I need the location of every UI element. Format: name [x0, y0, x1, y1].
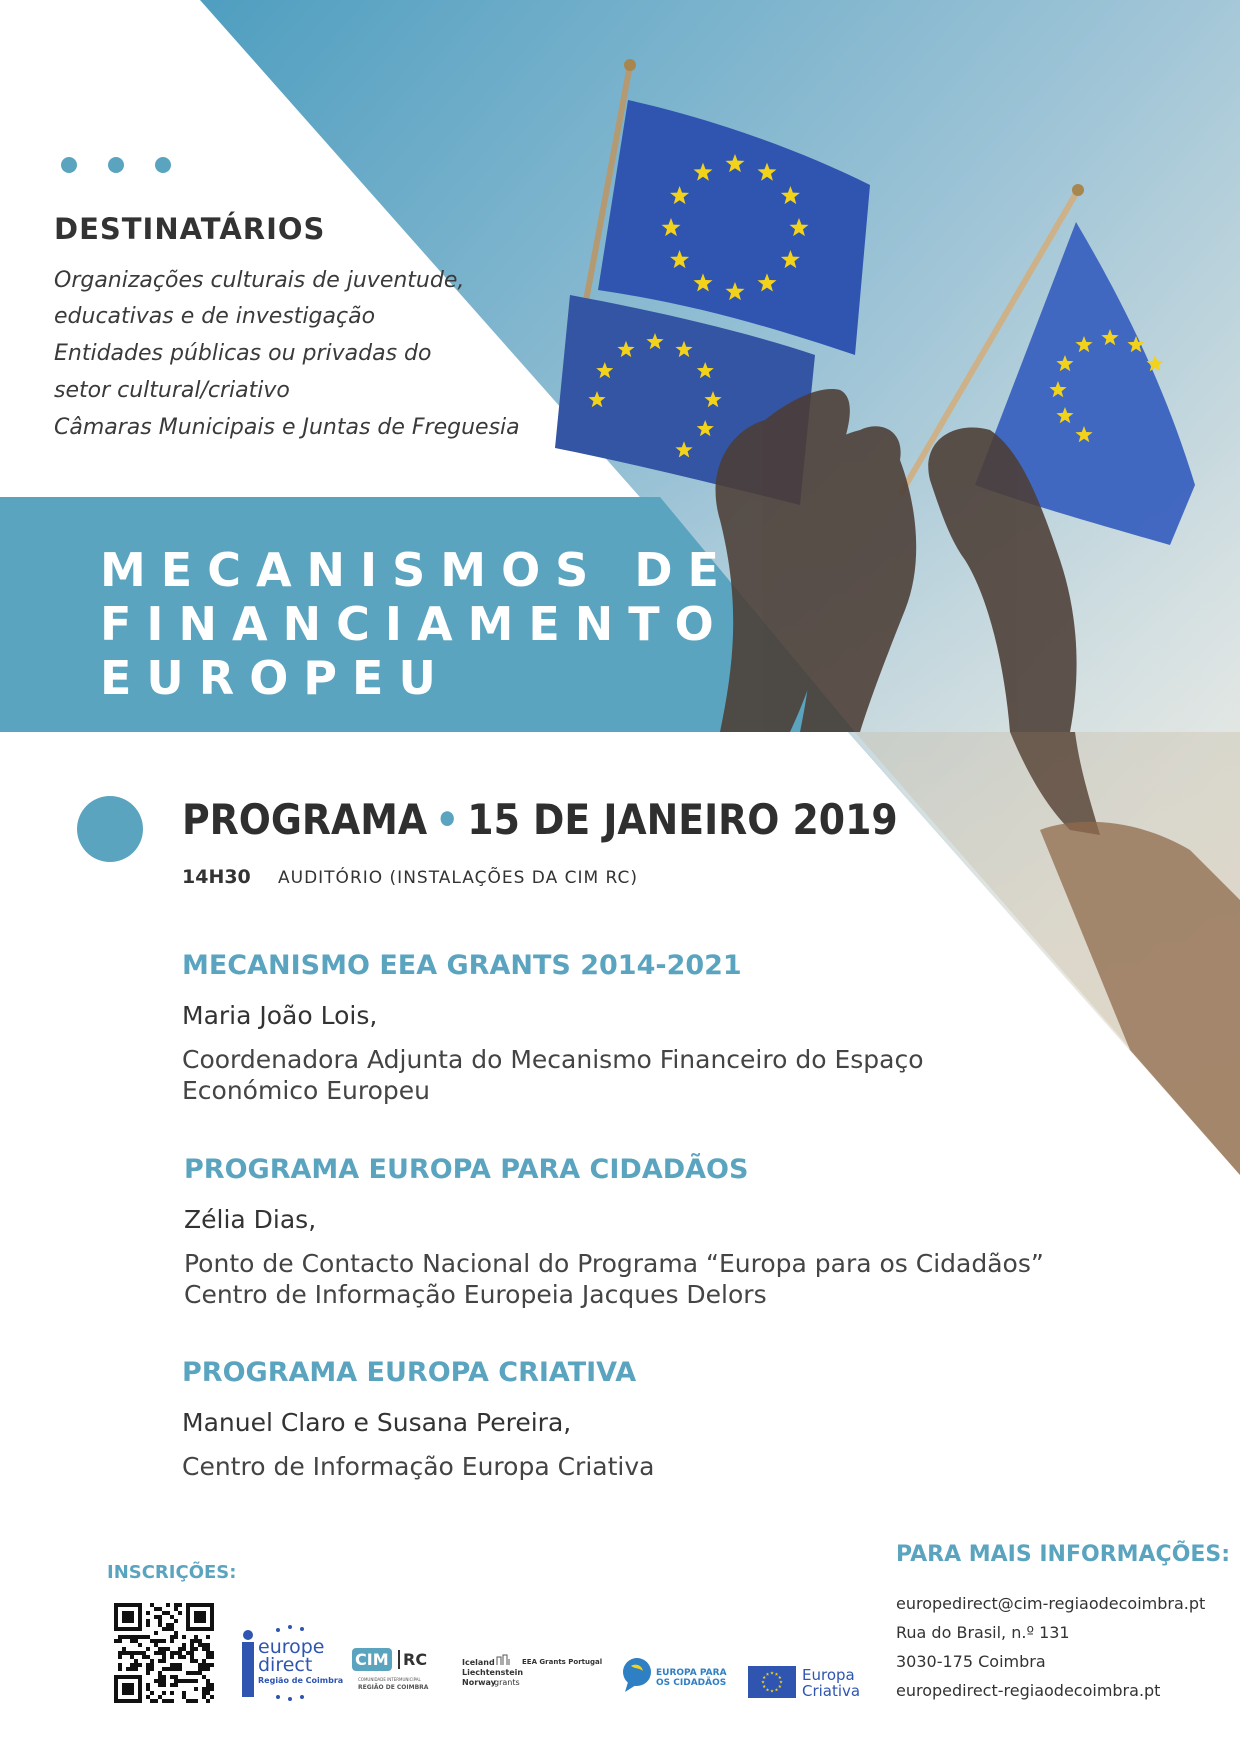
eea-grants-word: grants [494, 1678, 520, 1687]
qr-code[interactable] [114, 1603, 214, 1703]
eu-flag-icon [748, 1666, 796, 1698]
title-line-2: FINANCIAMENTO [100, 597, 729, 651]
section-heading-criativa: PROGRAMA EUROPA CRIATIVA [182, 1357, 637, 1388]
contact-website[interactable]: europedirect-regiaodecoimbra.pt [896, 1681, 1161, 1700]
programa-circle [77, 796, 143, 862]
cim-rc-logo[interactable] [352, 1648, 437, 1698]
criativa-line1: Europa [802, 1666, 855, 1684]
title-line-1: MECANISMOS DE [100, 543, 734, 597]
cim-label: CIM [352, 1648, 392, 1671]
eea-grants-portugal: EEA Grants Portugal [522, 1658, 603, 1666]
decorative-dot [108, 157, 124, 173]
speaker-name: Zélia Dias, [184, 1205, 317, 1234]
eea-grants-logo[interactable] [462, 1654, 602, 1694]
europa-cidadaos-logo[interactable] [620, 1656, 725, 1696]
speaker-name: Maria João Lois, [182, 1001, 378, 1030]
europe-direct-line2: direct [258, 1654, 313, 1676]
destinatarios-line: Câmaras Municipais e Juntas de Freguesia [54, 415, 520, 440]
contact-city: 3030-175 Coimbra [896, 1652, 1046, 1671]
section-heading-cidadaos: PROGRAMA EUROPA PARA CIDADÃOS [184, 1154, 749, 1185]
cim-sub1: COMUNIDADE INTERMUNICIPAL [358, 1677, 421, 1682]
eea-mark-icon [496, 1654, 512, 1666]
section-heading-eea: MECANISMO EEA GRANTS 2014-2021 [182, 950, 742, 981]
programa-title [182, 795, 898, 844]
europe-direct-logo[interactable] [238, 1622, 343, 1702]
title-line-3: EUROPEU [100, 651, 451, 705]
contact-address: Rua do Brasil, n.º 131 [896, 1623, 1070, 1642]
speaker-role: Centro de Informação Europa Criativa [182, 1452, 655, 1481]
europa-criativa-logo[interactable] [748, 1664, 860, 1700]
destinatarios-line: educativas e de investigação [54, 304, 376, 329]
eea-liechtenstein: Liechtenstein [462, 1668, 524, 1677]
info-heading: PARA MAIS INFORMAÇÕES: [896, 1542, 1231, 1567]
programa-venue: AUDITÓRIO (INSTALAÇÕES DA CIM RC) [278, 868, 639, 888]
speaker-role: Ponto de Contacto Nacional do Programa “Europa para os Cidadãos” [184, 1249, 1044, 1278]
destinatarios-line: Entidades públicas ou privadas do [54, 341, 432, 366]
cim-sub2: REGIÃO DE COIMBRA [358, 1684, 429, 1691]
decorative-dot [61, 157, 77, 173]
cidadaos-line1: EUROPA PARA [656, 1668, 727, 1678]
cidadaos-line2: OS CIDADÃOS [656, 1678, 727, 1688]
inscricoes-heading: INSCRIÇÕES: [107, 1562, 237, 1583]
speaker-name: Manuel Claro e Susana Pereira, [182, 1408, 572, 1437]
destinatarios-heading: DESTINATÁRIOS [54, 212, 326, 246]
programa-date: 15 DE JANEIRO 2019 [467, 795, 898, 844]
programa-label: PROGRAMA [182, 795, 428, 844]
eea-norway: Norway [462, 1678, 496, 1687]
eea-iceland: Iceland [462, 1658, 495, 1667]
rc-label: RC [398, 1650, 427, 1669]
destinatarios-line: setor cultural/criativo [54, 378, 290, 403]
speaker-role: Centro de Informação Europeia Jacques Delors [184, 1280, 767, 1309]
europe-direct-line1: europe [258, 1636, 325, 1658]
programa-separator: • [435, 795, 460, 844]
speaker-role: Coordenadora Adjunta do Mecanismo Financeiro do Espaço [182, 1045, 924, 1074]
decorative-dot [155, 157, 171, 173]
speech-bubble-icon [620, 1656, 654, 1694]
programa-time: 14H30 [182, 866, 251, 888]
speaker-role: Económico Europeu [182, 1076, 431, 1105]
europe-direct-line3: Região de Coimbra [258, 1676, 344, 1685]
destinatarios-line: Organizações culturais de juventude, [54, 268, 465, 293]
contact-email[interactable]: europedirect@cim-regiaodecoimbra.pt [896, 1594, 1206, 1613]
criativa-line2: Criativa [802, 1682, 861, 1700]
